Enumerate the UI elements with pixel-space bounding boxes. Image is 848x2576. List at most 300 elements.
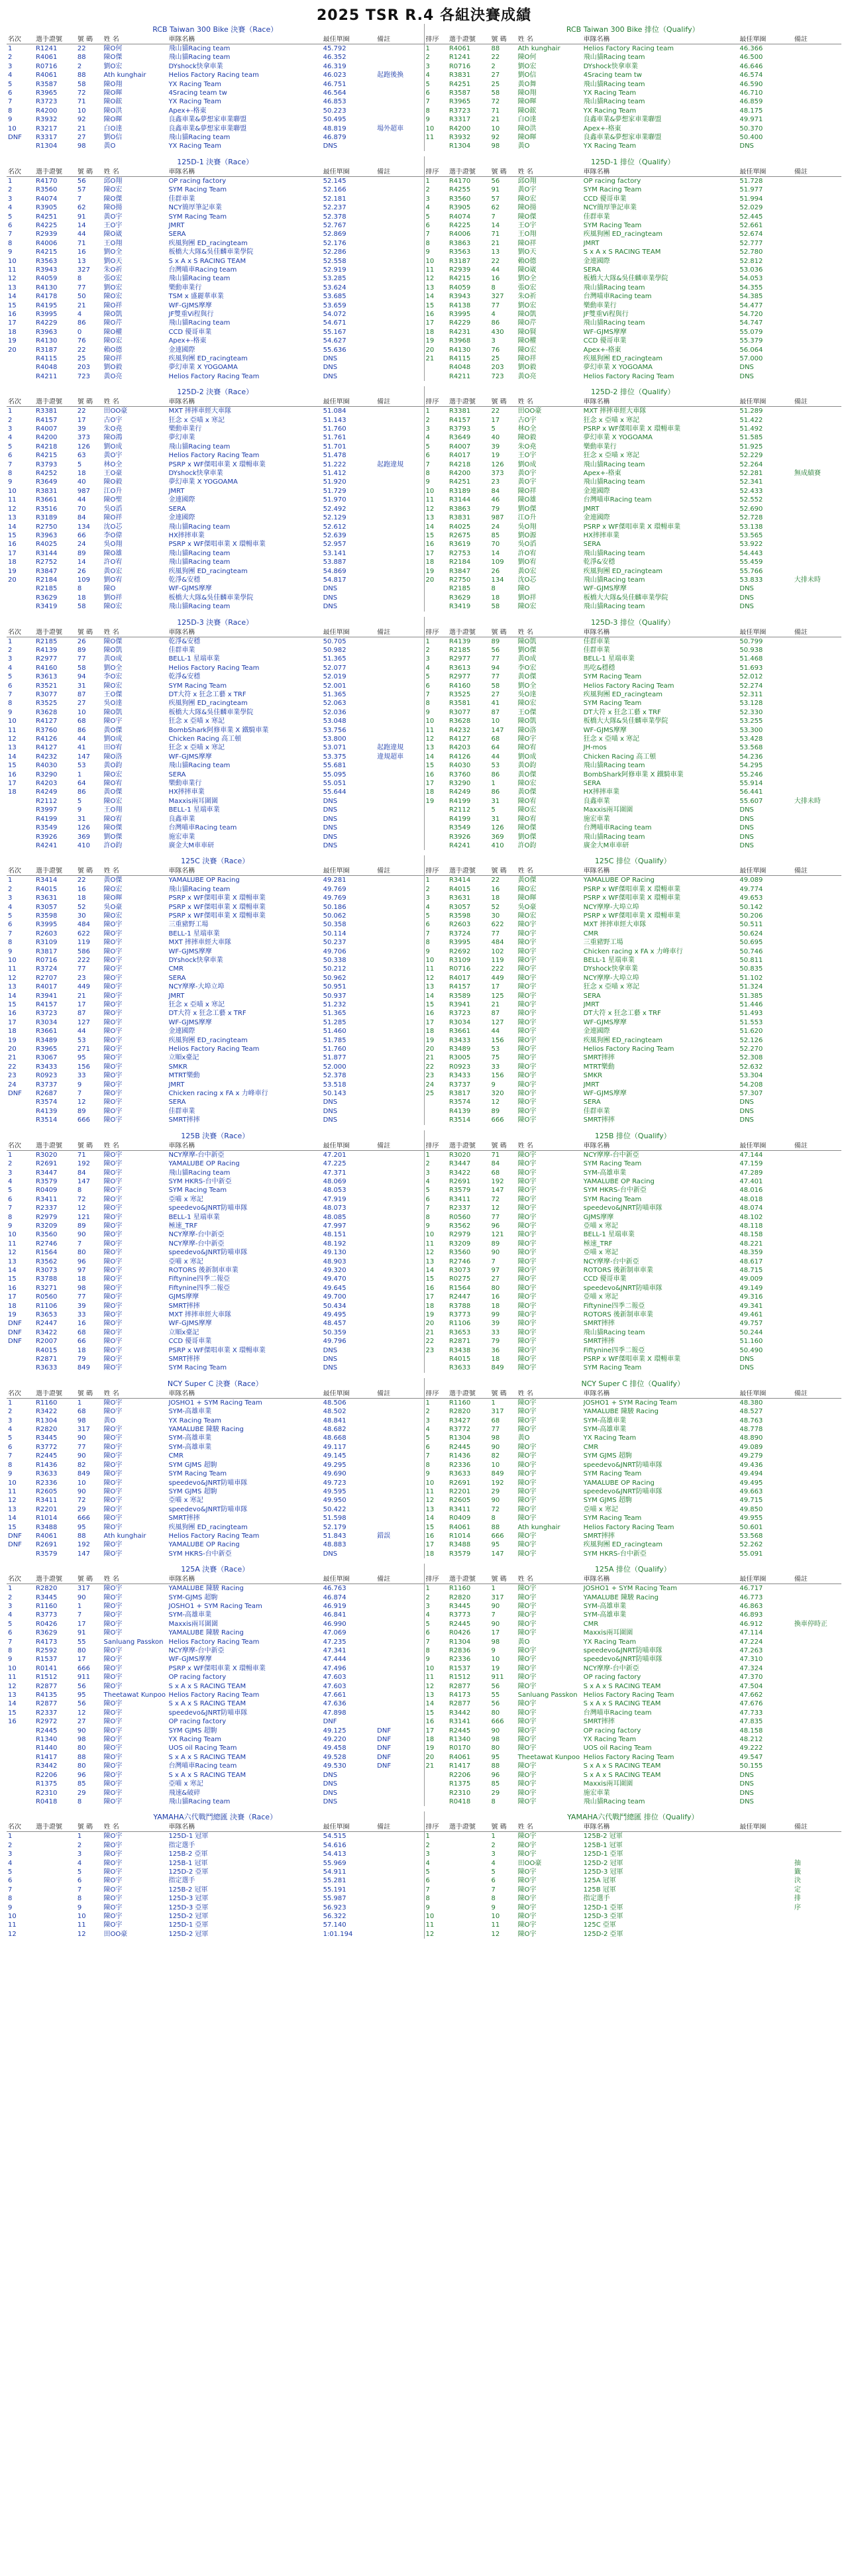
table-cell: 狂念 x 亞喵 x 寒記 — [168, 416, 225, 424]
table-cell: 陳O宇 — [103, 1611, 123, 1619]
table-cell: R0716 — [449, 965, 471, 973]
table-cell: 52.166 — [323, 186, 346, 194]
table-cell: R1304 — [449, 1638, 471, 1646]
table-cell — [448, 1859, 490, 1868]
table-cell: 17 — [77, 1656, 86, 1664]
table-cell: Fiftynine四季二報亞 — [583, 1302, 645, 1310]
table-cell: DNS — [739, 594, 754, 602]
table-cell: 12 — [8, 974, 17, 982]
table-row — [7, 1744, 424, 1752]
table-cell: R3034 — [35, 1018, 58, 1026]
table-cell — [793, 690, 841, 699]
table-cell: 劉O宥 — [517, 559, 537, 566]
table-row — [7, 1771, 424, 1780]
table-cell: 39 — [491, 1320, 500, 1328]
table-cell: 84 — [77, 514, 86, 522]
table-cell: R3317 — [449, 116, 471, 124]
table-cell — [793, 221, 841, 230]
table-cell: 92 — [77, 116, 86, 124]
table-cell: 15 — [425, 1709, 435, 1717]
table-cell: 52.274 — [739, 682, 763, 690]
header-row — [425, 629, 842, 637]
table-cell: R2691 — [449, 1177, 471, 1185]
table-cell: Helios Factory Racing Team — [583, 1046, 674, 1053]
table-row — [7, 513, 424, 522]
table-cell: R3489 — [35, 1036, 58, 1044]
table-row — [425, 1240, 842, 1248]
table-cell: 49.653 — [739, 894, 763, 902]
table-cell: 陳O宇 — [517, 1338, 537, 1346]
table-cell: 52.237 — [323, 204, 346, 212]
table-cell: R4074 — [449, 213, 471, 221]
table-cell: 陳O宇 — [517, 1912, 537, 1920]
table-cell: R1160 — [35, 1602, 58, 1610]
column-header: 姓 名 — [517, 1142, 582, 1151]
table-cell: 4 — [425, 434, 430, 442]
table-cell: DNS — [323, 1107, 338, 1115]
qualify-results — [425, 156, 842, 381]
table-cell: R4218 — [35, 443, 58, 451]
table-cell: 53.138 — [739, 523, 763, 531]
table-cell — [376, 107, 423, 115]
table-cell — [376, 1063, 423, 1071]
table-cell: 47.370 — [739, 1674, 763, 1682]
table-cell: 陳O宇 — [517, 1417, 537, 1424]
table-cell: 黃O傑 — [517, 771, 537, 778]
table-cell: 147 — [77, 1177, 90, 1185]
table-cell: PSRP x WF傑唱車業 X 環暢車業 — [583, 912, 681, 920]
table-row — [7, 771, 424, 779]
table-cell — [376, 451, 423, 460]
table-cell — [376, 257, 423, 266]
table-cell: 12 — [8, 1930, 17, 1938]
table-cell: 53.375 — [323, 753, 346, 761]
table-cell: 17 — [491, 416, 500, 424]
table-cell: 陳O祥 — [103, 301, 123, 309]
table-cell: 84 — [77, 1169, 86, 1177]
table-cell: 1 — [8, 1585, 13, 1593]
table-cell: Fiftynine四季二報亞 — [583, 1346, 645, 1354]
table-cell: 10 — [8, 1231, 17, 1239]
table-cell: 陳O宇 — [103, 1664, 123, 1672]
section-title: 125D-2 決賽（Race） — [177, 388, 254, 397]
table-cell: 陳O宇 — [103, 1798, 123, 1805]
table-cell: 54.515 — [323, 1833, 346, 1841]
table-row — [7, 1009, 424, 1018]
table-cell: 疾風狗團 ED_racingteam — [168, 700, 248, 708]
section-title: NCY Super C 排位（Qualify） — [581, 1379, 684, 1388]
table-cell: 666 — [77, 1515, 90, 1523]
table-cell — [448, 1904, 490, 1912]
table-cell: 7 — [8, 1638, 13, 1646]
table-cell — [425, 594, 448, 602]
table-cell: 陳O宇 — [103, 1851, 123, 1858]
table-row — [425, 1293, 842, 1301]
table-cell: 57.307 — [739, 1090, 763, 1098]
table-cell: 陳O宇 — [517, 735, 537, 743]
table-cell — [376, 213, 423, 221]
table-cell: 55.681 — [323, 762, 346, 770]
table-cell: R3773 — [35, 1611, 58, 1619]
table-cell: R1564 — [35, 1249, 58, 1257]
table-cell — [376, 44, 423, 54]
table-cell: DNS — [323, 1356, 338, 1364]
table-cell: 陳O宇 — [517, 992, 537, 1000]
table-cell: 陳O宇 — [103, 1452, 123, 1460]
table-cell: CMR — [583, 930, 599, 938]
column-header: 選手證號 — [448, 867, 490, 876]
table-cell: 23 — [425, 1346, 435, 1354]
table-cell: 7 — [8, 1205, 13, 1212]
table-cell: 54.671 — [323, 319, 346, 327]
table-cell: 2 — [491, 62, 496, 70]
table-cell — [793, 186, 841, 194]
table-cell — [7, 594, 34, 602]
table-cell: R4160 — [35, 664, 58, 672]
table-cell: 27 — [77, 134, 86, 142]
table-cell: 林O全 — [103, 460, 123, 468]
table-cell: JMRT — [583, 1001, 600, 1008]
table-cell — [793, 1240, 841, 1248]
table-cell: R3963 — [35, 328, 58, 336]
table-row — [7, 594, 424, 602]
table-cell: 18 — [8, 1302, 17, 1310]
table-cell: 66 — [77, 531, 86, 539]
table-cell: 48.016 — [739, 1187, 763, 1195]
table-cell: R3109 — [35, 939, 58, 947]
table-cell — [376, 806, 423, 814]
table-cell: R4200 — [35, 107, 58, 115]
table-cell: 10 — [491, 125, 500, 133]
table-row — [7, 920, 424, 929]
table-cell: R2603 — [35, 930, 58, 938]
table-row — [7, 779, 424, 788]
table-cell: 陳O宏 — [517, 806, 537, 814]
table-cell — [793, 1213, 841, 1222]
table-cell: 52 — [77, 903, 86, 911]
table-cell: 黃O宇 — [517, 186, 537, 194]
table-row — [7, 505, 424, 513]
table-row — [425, 833, 842, 841]
table-cell: YX Racing Team — [168, 80, 222, 88]
table-cell — [7, 1798, 34, 1806]
table-cell: JOSHO1 + SYM Racing Team — [583, 1585, 677, 1593]
table-cell: 5 — [491, 1868, 496, 1876]
table-cell: R4225 — [35, 221, 58, 229]
table-cell: 陳O宇 — [517, 1346, 537, 1354]
table-cell — [376, 1868, 423, 1876]
table-cell: R3905 — [449, 204, 471, 212]
table-cell: 51.761 — [323, 434, 346, 442]
table-cell: R2836 — [449, 1647, 471, 1654]
table-cell — [793, 1434, 841, 1442]
table-cell: YAMALUBE OP Racing — [168, 1160, 240, 1168]
column-header: 姓 名 — [517, 1823, 582, 1832]
table-cell: 49.125 — [323, 1727, 346, 1735]
table-row — [425, 743, 842, 752]
table-row — [425, 584, 842, 593]
table-cell: 18 — [425, 1550, 435, 1558]
table-row — [7, 1753, 424, 1762]
table-row — [425, 97, 842, 106]
table-cell: 48.668 — [323, 1434, 346, 1442]
table-cell: 52.777 — [739, 239, 763, 247]
table-cell: 3 — [8, 62, 13, 70]
table-cell: 7 — [425, 98, 430, 106]
table-cell — [793, 1045, 841, 1053]
table-cell: 7 — [77, 1090, 82, 1098]
table-cell — [793, 125, 841, 133]
table-cell: 陳O宇 — [103, 1434, 123, 1442]
table-cell: 吳O翔 — [103, 541, 123, 549]
table-cell — [793, 841, 841, 850]
table-cell: 12 — [8, 275, 17, 283]
table-cell: 22 — [77, 45, 86, 52]
table-cell: 狂念 x 亞喵 x 寒記 — [168, 744, 225, 752]
table-cell: Helios Factory Racing Team — [168, 452, 260, 460]
table-cell: 50.143 — [323, 1090, 346, 1098]
table-cell: 吳O達 — [103, 700, 123, 708]
table-cell: Ath kunghair — [103, 72, 146, 80]
table-cell: BELL-1 星端車業 — [583, 1231, 635, 1239]
table-cell: R0418 — [449, 1798, 471, 1805]
table-cell: 疾風狗團 ED_racingteam — [583, 355, 662, 362]
table-row — [7, 1709, 424, 1717]
table-cell — [793, 956, 841, 965]
table-cell: 90 — [491, 1620, 500, 1628]
table-cell — [34, 1876, 76, 1885]
table-cell — [793, 1195, 841, 1204]
table-cell — [376, 230, 423, 239]
table-cell: 陳O宇 — [517, 1302, 537, 1310]
table-cell: R4215 — [35, 452, 58, 460]
table-cell: Helios Factory Racing Team — [168, 1532, 260, 1540]
table-cell: R3067 — [35, 1054, 58, 1062]
table-cell: 44 — [77, 1028, 86, 1036]
table-cell: 疾風狗團 ED_racingteam — [168, 1523, 248, 1531]
table-row — [7, 425, 424, 433]
table-cell — [376, 142, 423, 150]
table-cell: R0716 — [35, 62, 58, 70]
column-header: 號 碼 — [490, 398, 517, 407]
table-cell — [7, 1744, 34, 1752]
table-cell: R1375 — [449, 1780, 471, 1788]
table-row — [7, 1258, 424, 1266]
table-cell: 16 — [8, 771, 17, 778]
table-cell: R3381 — [449, 407, 471, 415]
table-cell: 6 — [425, 452, 430, 460]
table-cell — [376, 266, 423, 274]
table-cell — [376, 1355, 423, 1364]
table-row — [425, 230, 842, 239]
column-header: 選手證號 — [448, 1576, 490, 1584]
table-cell: 2 — [425, 646, 430, 654]
table-cell — [376, 1798, 423, 1806]
table-row — [425, 735, 842, 743]
table-cell: 49.320 — [323, 1266, 346, 1274]
table-cell: 7 — [425, 1452, 430, 1460]
table-cell: 71 — [491, 107, 500, 115]
table-cell: 2 — [425, 885, 430, 893]
table-cell: 48.841 — [323, 1417, 346, 1424]
column-header: 選手證號 — [34, 36, 76, 44]
table-cell: 王O宇 — [103, 221, 123, 229]
table-cell — [793, 1735, 841, 1744]
table-cell — [376, 310, 423, 319]
table-cell — [793, 1258, 841, 1266]
table-cell: R4218 — [449, 460, 471, 468]
table-cell: R4017 — [35, 983, 58, 991]
table-cell: 51.977 — [739, 186, 763, 194]
table-cell: R1537 — [449, 1664, 471, 1672]
table-cell — [793, 1789, 841, 1798]
table-cell: 90 — [491, 1497, 500, 1505]
table-cell: R3760 — [35, 726, 58, 734]
table-cell: 田OO豪 — [103, 1930, 128, 1938]
table-cell: JOSHO1 + SYM Racing Team — [168, 1399, 262, 1407]
table-cell: R1564 — [449, 1284, 471, 1292]
table-cell: 44 — [491, 1028, 500, 1036]
table-cell: 96 — [491, 1222, 500, 1230]
table-cell: WF-GJMS摩摩 — [168, 585, 212, 593]
table-cell — [7, 372, 34, 381]
table-row — [425, 1798, 842, 1806]
table-cell: 47.662 — [739, 1691, 763, 1699]
table-cell: 52.000 — [323, 1063, 346, 1071]
table-cell: 飛山貓Racing team — [583, 319, 645, 327]
table-cell — [793, 513, 841, 522]
table-cell: 劉O全 — [517, 275, 537, 283]
table-cell: 14 — [8, 523, 17, 531]
table-cell: 3 — [8, 195, 13, 203]
table-cell: 85 — [491, 1780, 500, 1788]
table-cell: 陳O宇 — [103, 1505, 123, 1513]
table-cell — [376, 1328, 423, 1337]
table-cell: 劉O源 — [517, 531, 537, 539]
table-cell: 40 — [491, 434, 500, 442]
table-row — [7, 213, 424, 221]
table-cell: 369 — [77, 833, 90, 841]
table-cell: 陳O崴 — [517, 266, 537, 274]
table-cell: 夢幻車業 — [168, 434, 195, 442]
table-cell: 陳O崴 — [103, 231, 123, 239]
table-cell — [793, 97, 841, 106]
table-row — [425, 1470, 842, 1478]
table-cell — [793, 337, 841, 345]
table-cell: 陳O宇 — [517, 1789, 537, 1797]
table-cell: 陳O宇 — [103, 1647, 123, 1654]
table-cell — [793, 1479, 841, 1487]
table-cell — [376, 416, 423, 425]
column-header: 排序 — [425, 36, 448, 44]
table-cell: 指定選手 — [583, 1895, 610, 1903]
table-row — [7, 1629, 424, 1637]
table-cell: 陳O祥 — [517, 239, 537, 247]
column-header: 備註 — [376, 398, 423, 407]
table-cell — [793, 1780, 841, 1788]
table-cell: 6 — [8, 682, 13, 690]
table-cell: SERA — [583, 541, 601, 549]
table-cell — [376, 1319, 423, 1328]
table-cell: 50.062 — [323, 912, 346, 920]
table-cell: 陳O宇 — [517, 1036, 537, 1044]
table-cell: 10 — [8, 1479, 17, 1487]
table-cell — [738, 1876, 793, 1885]
table-cell: PSRP x WF傑唱車業 X 環暢車業 — [583, 523, 681, 531]
table-cell — [376, 584, 423, 593]
table-cell — [376, 1018, 423, 1027]
table-cell: 13 — [425, 744, 435, 752]
table-cell — [376, 221, 423, 230]
table-cell: Maxxis兩耳圍圍 — [583, 1629, 633, 1637]
table-cell — [793, 1302, 841, 1311]
table-row — [425, 655, 842, 663]
table-cell: 53.565 — [739, 531, 763, 539]
table-cell: R4030 — [449, 762, 471, 770]
table-cell: 陳O宇 — [517, 1709, 537, 1717]
table-row — [7, 1514, 424, 1523]
table-cell: 52.262 — [739, 1541, 763, 1549]
table-cell: R3574 — [449, 1099, 471, 1106]
table-cell: 4 — [8, 1177, 13, 1185]
table-cell: 黃O傑 — [103, 726, 123, 734]
table-row — [425, 1727, 842, 1735]
table-row — [425, 1744, 842, 1752]
results-table — [7, 36, 424, 151]
table-cell: 亞喵 x 寒記 — [168, 1497, 203, 1505]
table-cell: 陳O宇 — [517, 1081, 537, 1089]
table-cell: 125D-1 亞軍 — [168, 1921, 209, 1929]
table-cell: R4229 — [35, 319, 58, 327]
table-cell: R4025 — [449, 523, 471, 531]
table-cell: 430 — [491, 328, 504, 336]
table-cell: 10 — [8, 1664, 17, 1672]
table-cell — [793, 699, 841, 708]
table-cell — [376, 433, 423, 442]
table-cell: 金連國際 — [583, 514, 610, 522]
table-cell: SYM HKRS-台中新亞 — [168, 1550, 232, 1558]
table-cell: 陳O宇 — [103, 1904, 123, 1911]
table-cell: 陳O宥 — [103, 780, 123, 788]
table-cell: 12 — [425, 505, 435, 513]
table-row — [7, 487, 424, 496]
table-cell: 911 — [77, 1674, 90, 1682]
column-header: 備註 — [376, 1390, 423, 1399]
table-cell — [793, 1027, 841, 1036]
table-cell: 17 — [425, 1541, 435, 1549]
table-cell: 2 — [8, 186, 13, 194]
table-cell: DNS — [323, 824, 338, 832]
table-cell: DNS — [323, 585, 338, 593]
table-cell: Apex+-格東 — [583, 470, 621, 478]
table-row — [7, 1904, 424, 1912]
table-cell: CCD 優哥車業 — [168, 328, 212, 336]
table-cell: 16 — [8, 310, 17, 318]
table-row — [7, 974, 424, 983]
table-cell: 陳O宇 — [103, 1081, 123, 1089]
table-cell: 陳O洛 — [103, 753, 123, 761]
table-cell: R0426 — [449, 1629, 471, 1637]
table-cell — [376, 1053, 423, 1062]
table-cell: R3411 — [449, 1195, 471, 1203]
table-cell: 317 — [77, 1585, 90, 1593]
table-cell: 6 — [8, 1443, 13, 1451]
table-row — [425, 540, 842, 549]
table-cell: R3963 — [35, 531, 58, 539]
table-cell: 無成績賽 — [794, 470, 821, 478]
table-cell: 陳O宇 — [103, 1356, 123, 1364]
table-cell: SYM Racing Team — [168, 1187, 227, 1195]
